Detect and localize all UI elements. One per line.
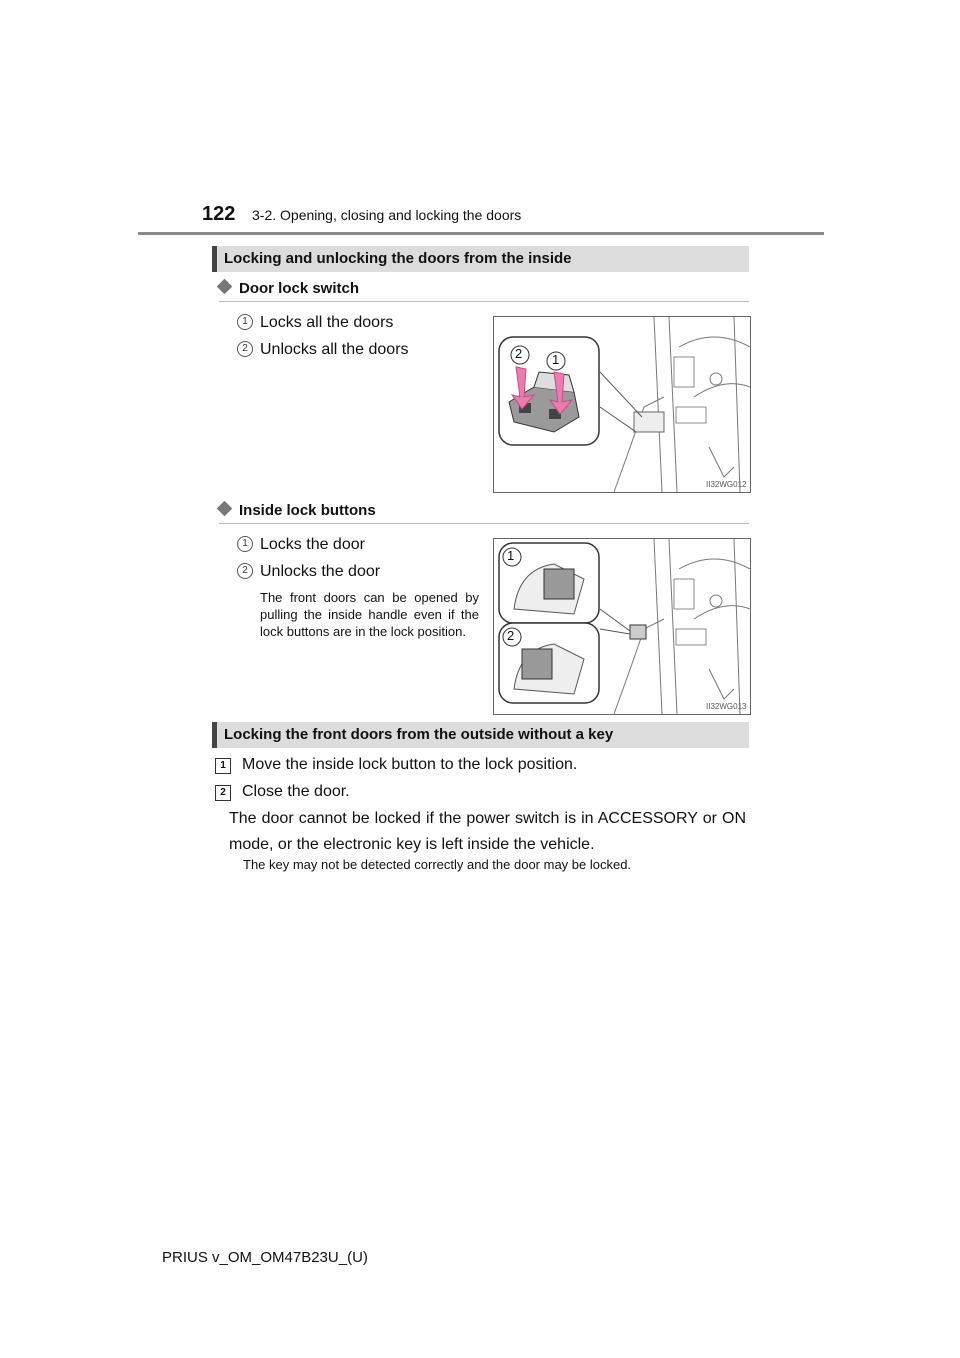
callout-label: 2 [507, 628, 515, 643]
chapter-title: 3-2. Opening, closing and locking the doors [252, 207, 522, 223]
item-text: Unlocks the door [260, 563, 381, 580]
item-text: Locks all the doors [260, 314, 394, 331]
section-accent [212, 246, 217, 272]
note-paragraph: The front doors can be opened by pulling the inside handle even if the lock buttons are in the lock position. [260, 590, 479, 639]
figure-code: II32WG013 [706, 702, 747, 711]
subheading-inside-lock-buttons [219, 502, 376, 519]
section-accent [212, 722, 217, 748]
inside-lock-buttons-illustration [493, 538, 751, 715]
figure-code: II32WG012 [706, 480, 747, 489]
item-text: Unlocks all the doors [260, 341, 409, 358]
note-text: The key may not be detected correctly and the door may be locked. [243, 857, 632, 872]
header-rule [138, 232, 824, 235]
subheading-rule [219, 301, 749, 302]
subheading-label: Door lock switch [239, 280, 360, 297]
diamond-icon [217, 501, 233, 517]
door-panel-drawing [494, 539, 750, 714]
step-text: Move the inside lock button to the lock position. [242, 756, 578, 773]
section-title: Locking the front doors from the outside without a key [224, 726, 614, 743]
step-text: Close the door. [242, 783, 350, 800]
callout-label: 1 [552, 352, 560, 367]
page-number: 122 [202, 203, 236, 225]
warning-paragraph: The door cannot be locked if the power switch is in ACCESSORY or ON mode, or the electronic key is left inside the vehicle. [229, 810, 746, 853]
item-number: 1 [237, 536, 253, 552]
callout-label: 1 [507, 548, 515, 563]
item-number: 1 [237, 314, 253, 330]
subheading-label: Inside lock buttons [239, 502, 376, 519]
step-number: 2 [215, 785, 231, 801]
section-title: Locking and unlocking the doors from the inside [224, 250, 572, 267]
diamond-icon [217, 279, 233, 295]
subheading-rule [219, 523, 749, 524]
subheading-door-lock-switch [219, 280, 359, 297]
section-heading-inside-locking [212, 246, 749, 272]
item-number: 2 [237, 341, 253, 357]
callout-label: 2 [515, 346, 523, 361]
door-lock-switch-illustration [493, 316, 751, 493]
item-number: 2 [237, 563, 253, 579]
door-panel-drawing [494, 317, 750, 492]
footer-doc-id: PRIUS v_OM_OM47B23U_(U) [162, 1249, 368, 1266]
step-number: 1 [215, 758, 231, 774]
item-text: Locks the door [260, 536, 365, 553]
section-heading-outside-locking [212, 722, 749, 748]
